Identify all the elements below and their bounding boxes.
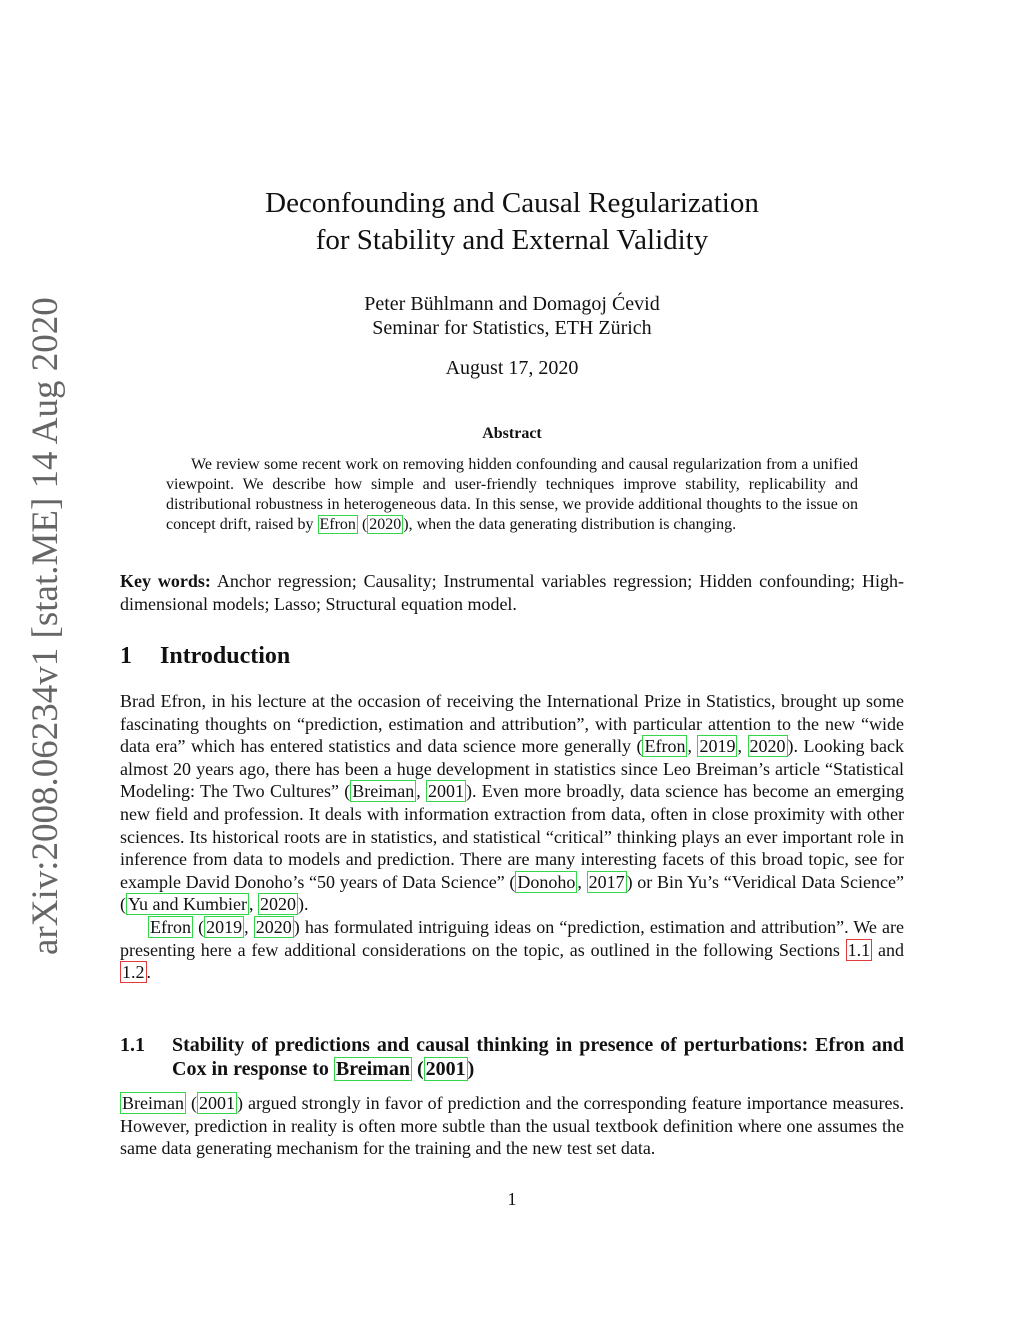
abstract-body: We review some recent work on removing hidden confounding and causal regularization from a unified viewpoint. We describe how simple and user-friendly techniques improve stability, replicability and distributional robustness in heterogeneous data. In this sense, we provide additional thoughts to the issue on concept drift, raised by Efron ( 2020 ), when the data generating distribution is changing. — [166, 456, 858, 533]
introduction-body — [120, 690, 904, 984]
publication-date: August 17, 2020 — [445, 357, 579, 379]
subsection-title: Stability of predictions and causal thinking in presence of perturbations: Efron and Cox in response to — [172, 1034, 904, 1080]
affiliation: Seminar for Statistics, ETH Zürich — [372, 317, 652, 339]
citation-link[interactable]: 2001 — [428, 781, 465, 802]
subsection-number: 1.1 — [120, 1034, 145, 1056]
section-ref-link[interactable]: 1.2 — [122, 962, 145, 983]
abstract-text: We review some recent work on removing hidden confounding and causal regularization from a unified viewpoint. We describe how simple and user-friendly techniques improve stability, replicability and distributional robustness in heterogeneous data. In this sense, we provide additional thoughts to the issue on concept drift, raised by — [166, 456, 858, 533]
citation-link[interactable]: Donoho — [517, 871, 576, 892]
citation-link[interactable]: Efron — [150, 916, 191, 937]
paper-title-line-2: for Stability and External Validity — [315, 224, 709, 256]
citation-link[interactable]: Efron — [644, 736, 686, 757]
citation-link[interactable]: 2020 — [369, 516, 402, 533]
citation-link[interactable]: 2019 — [206, 916, 243, 937]
section-ref-link[interactable]: 1.1 — [847, 939, 871, 960]
keywords-text: Anchor regression; Causality; Instrumental variables regression; Hidden confounding; High-dimensional models; Lasso; Structural equation model. — [120, 571, 904, 614]
citation-link[interactable]: 2019 — [699, 736, 736, 757]
section-heading — [120, 643, 290, 670]
citation-link[interactable]: 2017 — [588, 871, 625, 892]
citation-link[interactable]: Breiman — [122, 1093, 184, 1113]
citation-link[interactable]: 2020 — [259, 894, 296, 915]
paragraph: Brad Efron, in his lecture at the occasion of receiving the International Prize in Statistics, brought up some fascinating thoughts on “prediction, estimation and attribution”, with particular attention to the new “wide data era” which has entered statistics and data science more generally ( Efron , 2019 , 2020 ). Looking back almost 20 years ago, there has been a huge development in statistics since Leo Breiman’s article “Statistical Modeling: The Two Cultures” ( Breiman , 2001 ). Even more broadly, data science has become an emerging new field and profession. It deals with information extraction from data, often in close proximity with other sciences. Its historical roots are in statistics, and statistical “critical” thinking plays an ever important role in inference from data to models and prediction. There are many interesting facets of this broad topic, see for example David Donoho’s “50 years of Data Science” ( Donoho , 2017 ) or Bin Yu’s “Veridical Data Science” ( Yu and Kumbier , 2020 ). — [120, 691, 905, 915]
keywords-label: Key words: — [120, 571, 211, 591]
paragraph: Efron ( 2019 , 2020 ) has formulated intriguing ideas on “prediction, estimation and attribution”. We are presenting here a few additional considerations on the topic, as outlined in the following Sections 1.1 and 1.2 . — [120, 916, 905, 983]
page-number: 1 — [507, 1189, 517, 1209]
citation-link[interactable]: Efron — [319, 516, 356, 533]
paragraph: Breiman ( 2001 ) argued strongly in favor of prediction and the corresponding feature importance measures. However, prediction in reality is often more subtle than the usual textbook definition where one assumes the same data generating mechanism for the training and the new test set data. — [120, 1093, 905, 1159]
citation-link[interactable]: Breiman — [335, 1058, 410, 1080]
arxiv-side-label: arXiv:2008.06234v1 [stat.ME] 14 Aug 2020 — [25, 297, 66, 955]
citation-link[interactable]: Breiman — [352, 781, 415, 802]
citation-link[interactable]: 2001 — [199, 1093, 235, 1113]
citation-link[interactable]: Yu and Kumbier — [128, 894, 247, 915]
keywords — [120, 570, 904, 616]
authors: Peter Bühlmann and Domagoj Ćevid — [364, 293, 660, 315]
section-number: 1 — [120, 643, 132, 669]
citation-link[interactable]: 2020 — [749, 736, 786, 757]
section-title: Introduction — [160, 643, 291, 669]
abstract-heading: Abstract — [482, 425, 542, 442]
subsection-body — [120, 1092, 904, 1160]
citation-link[interactable]: 2001 — [425, 1058, 466, 1080]
paper-title-line-1: Deconfounding and Causal Regularization — [265, 187, 759, 219]
subsection-heading: 1.1 Stability of predictions and causal thinking in presence of perturbations: Efron and Cox in response to Breiman ( 2001 ) — [120, 1034, 904, 1080]
citation-link[interactable]: 2020 — [255, 916, 292, 937]
